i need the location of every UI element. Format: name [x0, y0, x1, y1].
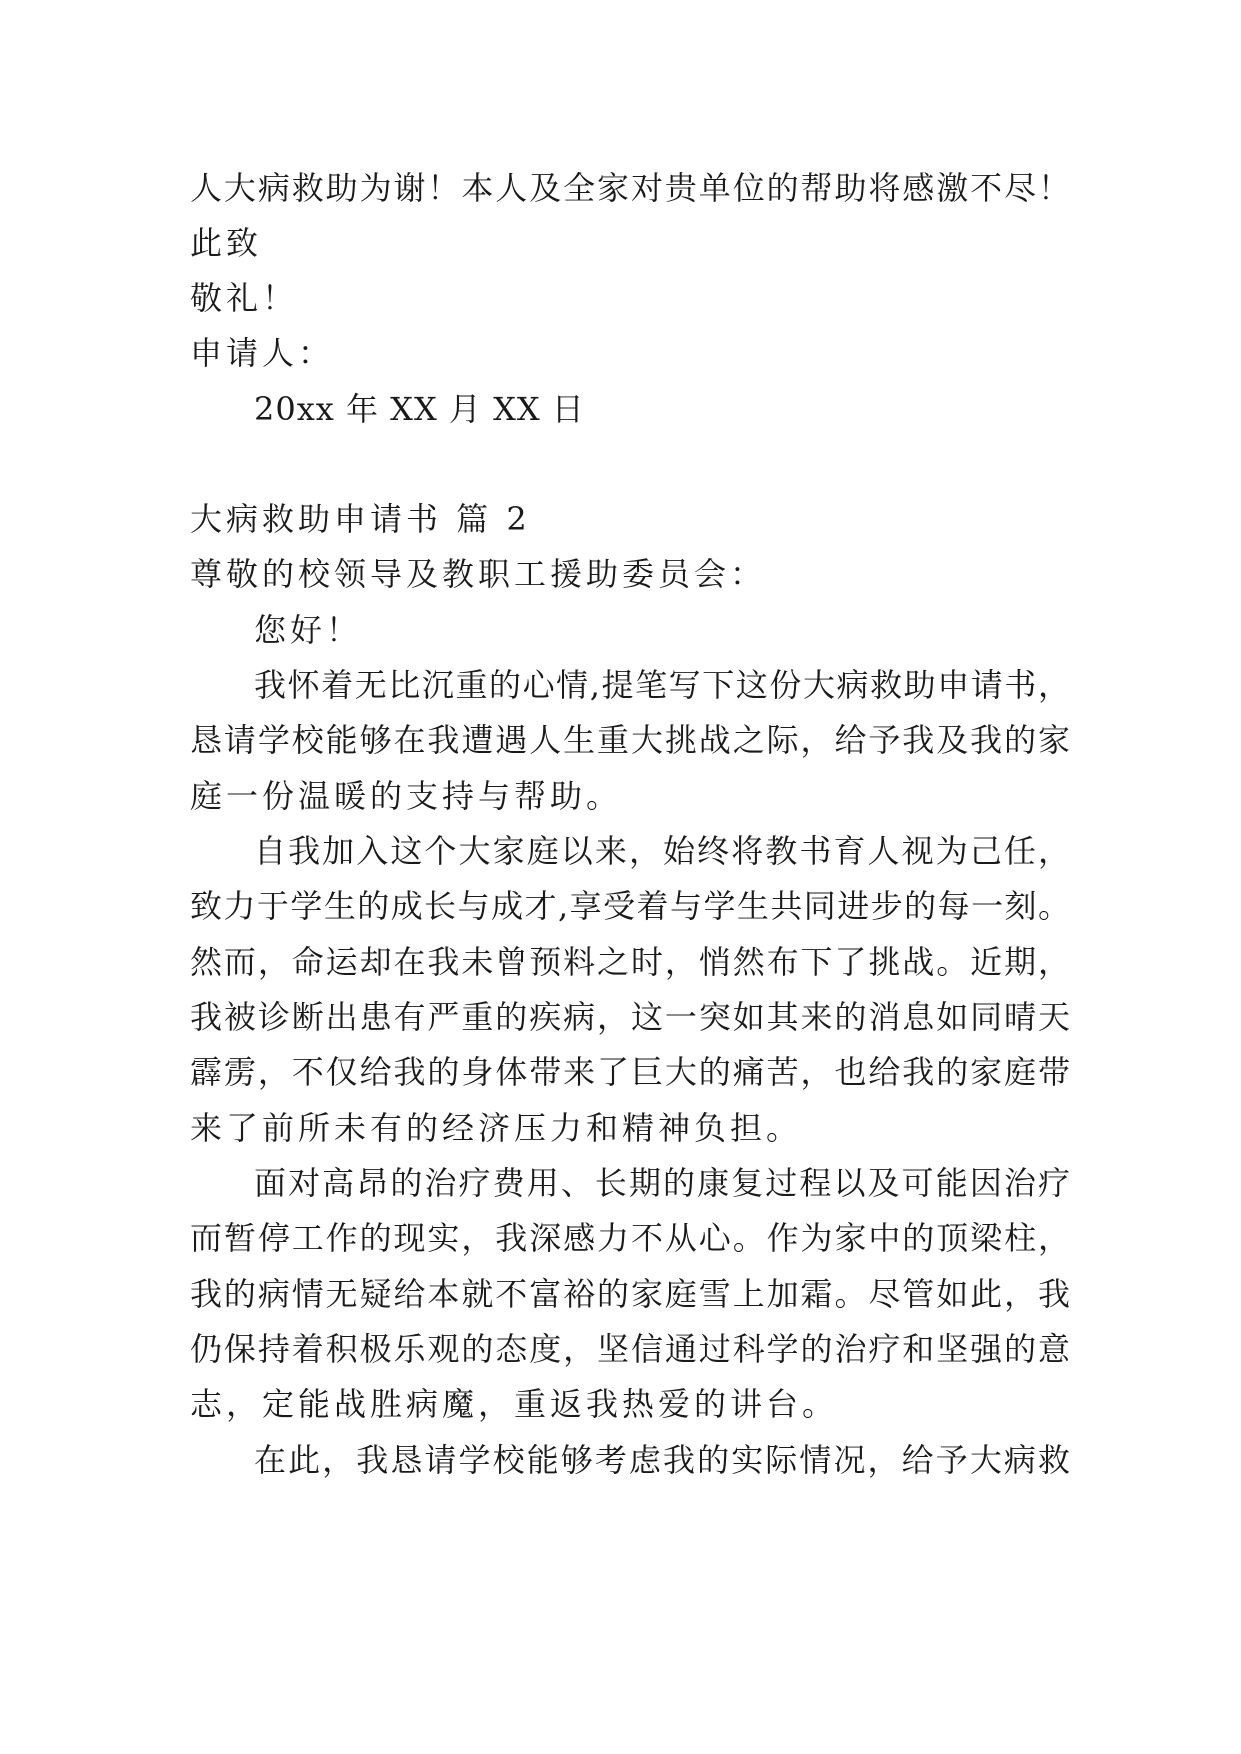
paragraph-line: 恳请学校能够在我遭遇人生重大挑战之际，给予我及我的家 — [190, 721, 1070, 759]
paragraph-line: 我怀着无比沉重的心情,提笔写下这份大病救助申请书， — [254, 666, 1070, 704]
greeting-line: 您好！ — [254, 611, 363, 649]
salutation-line-1: 此致 — [190, 224, 263, 262]
paragraph-line: 自我加入这个大家庭以来，始终将教书育人视为己任， — [254, 832, 1070, 870]
addressee-line: 尊敬的校领导及教职工援助委员会： — [190, 555, 767, 593]
paragraph-line: 在此，我恳请学校能够考虑我的实际情况，给予大病救 — [254, 1441, 1070, 1479]
paragraph-line: 而暂停工作的现实，我深感力不从心。作为家中的顶梁柱， — [190, 1219, 1070, 1257]
paragraph-line: 来了前所未有的经济压力和精神负担。 — [190, 1109, 803, 1147]
paragraph-line: 然而，命运却在我未曾预料之时，悄然布下了挑战。近期， — [190, 943, 1070, 981]
paragraph-line: 庭一份温暖的支持与帮助。 — [190, 777, 623, 815]
paragraph-line: 志，定能战胜病魔，重返我热爱的讲台。 — [190, 1385, 839, 1423]
date-line: 20xx 年 XX 月 XX 日 — [254, 390, 585, 428]
salutation-line-2: 敬礼！ — [190, 279, 299, 317]
paragraph-line: 我被诊断出患有严重的疾病，这一突如其来的消息如同晴天 — [190, 998, 1070, 1036]
paragraph-line: 仍保持着积极乐观的态度，坚信通过科学的治疗和坚强的意 — [190, 1330, 1070, 1368]
applicant-label: 申请人： — [190, 334, 335, 372]
paragraph-line: 霹雳，不仅给我的身体带来了巨大的痛苦，也给我的家庭带 — [190, 1053, 1070, 1091]
paragraph-line: 面对高昂的治疗费用、长期的康复过程以及可能因治疗 — [254, 1164, 1070, 1202]
paragraph-line: 致力于学生的成长与成才,享受着与学生共同进步的每一刻。 — [190, 887, 1070, 925]
closing-line: 人大病救助为谢！本人及全家对贵单位的帮助将感激不尽！ — [190, 169, 1070, 207]
section-heading: 大病救助申请书 篇 2 — [190, 500, 531, 538]
paragraph-line: 我的病情无疑给本就不富裕的家庭雪上加霜。尽管如此，我 — [190, 1275, 1070, 1313]
